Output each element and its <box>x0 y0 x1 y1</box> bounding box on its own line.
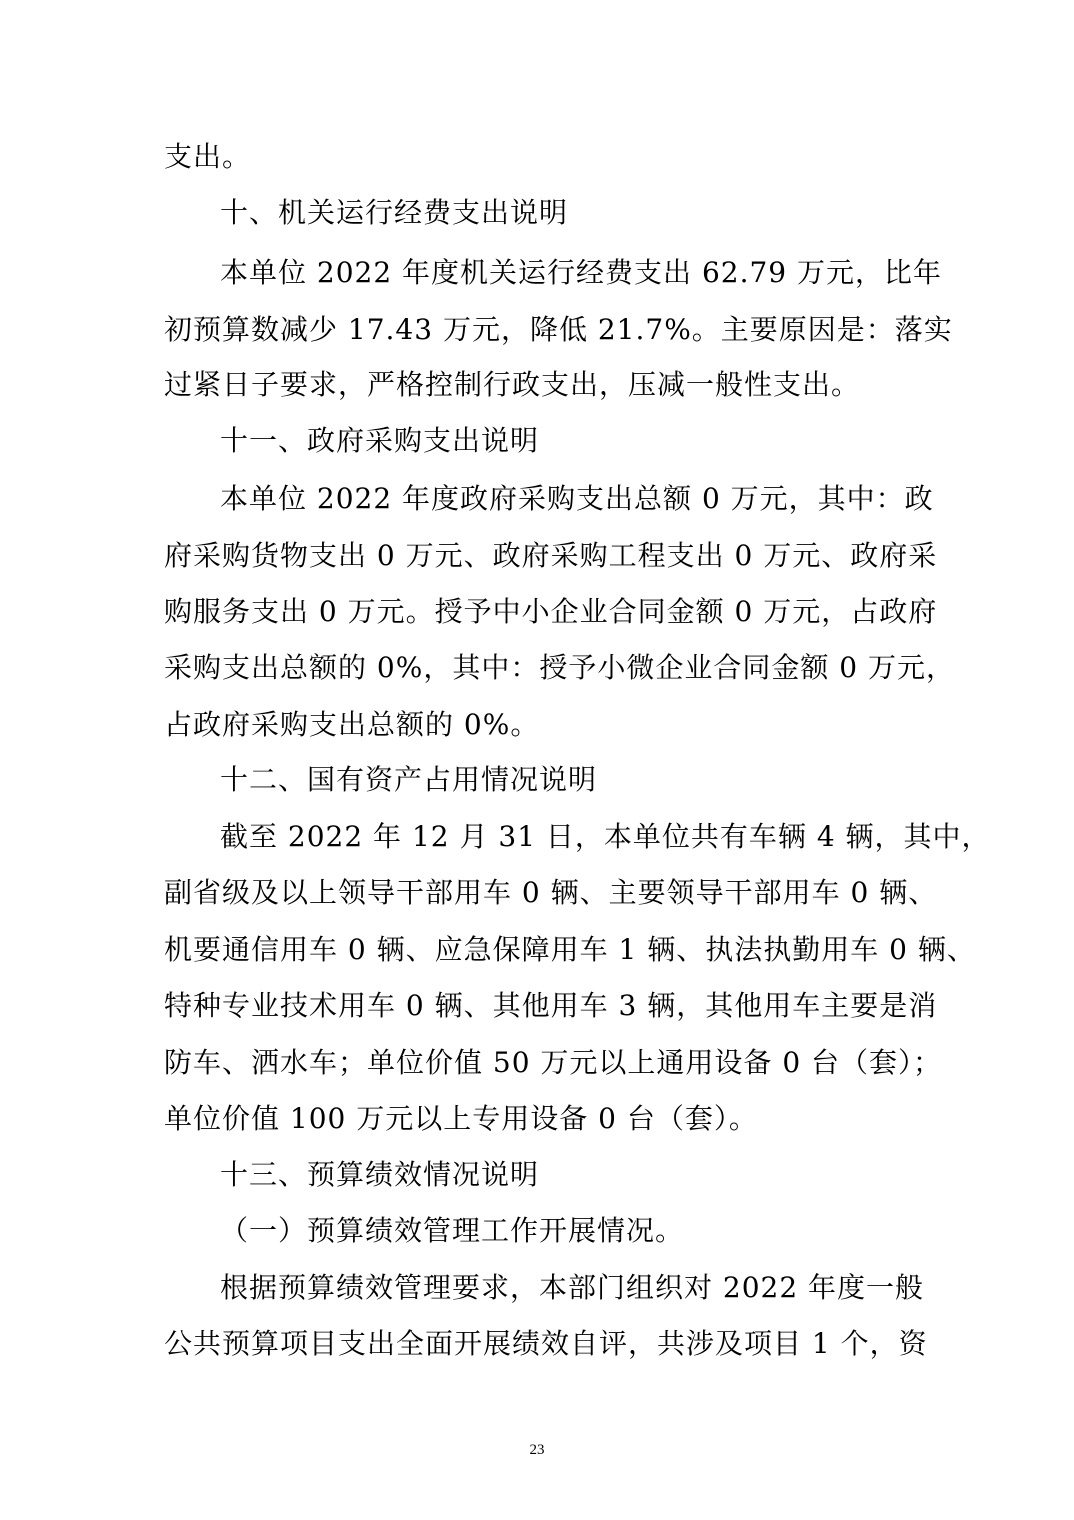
section-heading: 十三、预算绩效情况说明 <box>220 1158 540 1191</box>
paragraph-line: 机要通信用车 0 辆、应急保障用车 1 辆、执法执勤用车 0 辆、 <box>164 933 976 966</box>
paragraph-line: 支出。 <box>164 140 252 173</box>
paragraph-line: 占政府采购支出总额的 0%。 <box>164 708 540 741</box>
paragraph-line: 单位价值 100 万元以上专用设备 0 台（套）。 <box>164 1102 758 1135</box>
section-heading: 十一、政府采购支出说明 <box>220 424 540 457</box>
paragraph-line: 府采购货物支出 0 万元、政府采购工程支出 0 万元、政府采 <box>164 539 938 572</box>
paragraph-line: 防车、洒水车；单位价值 50 万元以上通用设备 0 台（套）； <box>164 1046 943 1079</box>
paragraph-line: 采购支出总额的 0%，其中：授予小微企业合同金额 0 万元， <box>164 651 955 684</box>
paragraph-line: 副省级及以上领导干部用车 0 辆、主要领导干部用车 0 辆、 <box>164 876 938 909</box>
paragraph-line: 公共预算项目支出全面开展绩效自评，共涉及项目 1 个，资 <box>164 1327 928 1360</box>
paragraph-line: 本单位 2022 年度机关运行经费支出 62.79 万元，比年 <box>220 256 943 289</box>
paragraph-line: 特种专业技术用车 0 辆、其他用车 3 辆，其他用车主要是消 <box>164 989 938 1022</box>
section-heading: 十二、国有资产占用情况说明 <box>220 763 598 796</box>
paragraph-line: 根据预算绩效管理要求，本部门组织对 2022 年度一般 <box>220 1271 925 1304</box>
section-heading: 十、机关运行经费支出说明 <box>220 196 569 229</box>
paragraph-line: 过紧日子要求，严格控制行政支出，压减一般性支出。 <box>164 368 861 401</box>
paragraph-line: 本单位 2022 年度政府采购支出总额 0 万元，其中：政 <box>220 482 934 515</box>
paragraph-line: 初预算数减少 17.43 万元，降低 21.7%。主要原因是：落实 <box>164 313 953 346</box>
paragraph-line: 购服务支出 0 万元。授予中小企业合同金额 0 万元，占政府 <box>164 595 938 628</box>
subsection-heading: （一）预算绩效管理工作开展情况。 <box>220 1214 685 1247</box>
paragraph-line: 截至 2022 年 12 月 31 日，本单位共有车辆 4 辆，其中， <box>220 820 991 853</box>
page-number: 23 <box>529 1442 545 1458</box>
